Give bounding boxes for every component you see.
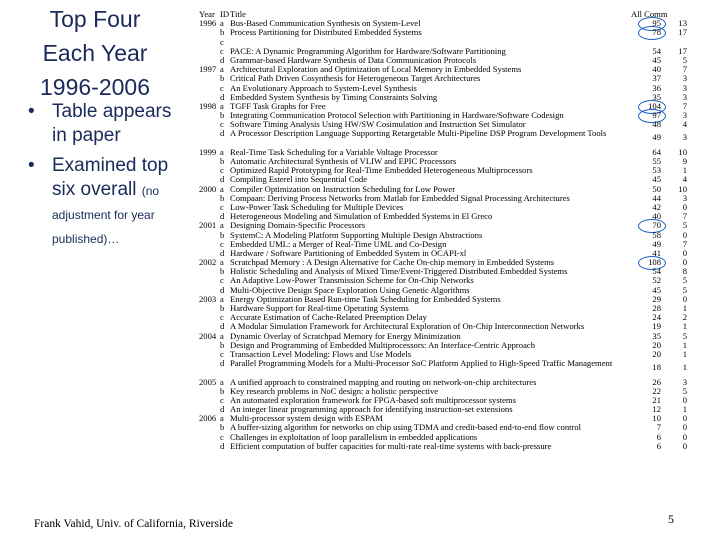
cell-id: c xyxy=(220,394,224,405)
table-row xyxy=(199,359,709,377)
cell-all: 37 xyxy=(652,73,661,84)
cell-comm: 0 xyxy=(682,394,687,405)
cell-id: d xyxy=(220,284,225,295)
cell-id: c xyxy=(220,36,224,47)
cell-all: 49 xyxy=(652,238,661,249)
cell-all: 35 xyxy=(652,91,661,102)
cell-comm: 2 xyxy=(682,312,687,323)
cell-id: c xyxy=(220,45,224,56)
cell-all: 97 xyxy=(631,111,661,120)
cell-year: 2001 xyxy=(199,220,217,231)
table-row xyxy=(199,267,709,276)
cell-id: c xyxy=(220,165,224,176)
cell-comm: 0 xyxy=(682,293,687,304)
cell-all: 7 xyxy=(656,422,661,433)
table-row xyxy=(199,194,709,203)
cell-title: Parallel Programming Models for a Multi-Processor SoC Platform Applied to High-Speed Traffic Management xyxy=(230,359,613,369)
cell-all: 29 xyxy=(652,293,661,304)
cell-year: 2000 xyxy=(199,183,217,194)
cell-comm: 3 xyxy=(682,132,687,143)
table-row xyxy=(199,313,709,322)
cell-title: Dynamic Overlay of Scratchpad Memory for Energy Minimization xyxy=(230,331,461,341)
cell-year: 2003 xyxy=(199,293,217,304)
table-row xyxy=(199,166,709,175)
cell-all: 104 xyxy=(631,102,661,111)
cell-comm: 1 xyxy=(682,165,687,176)
cell-title: Design and Programming of Embedded Multiprocessors: An Interface-Centric Approach xyxy=(230,340,535,350)
table-row xyxy=(199,185,709,194)
cell-comm: 0 xyxy=(682,413,687,424)
table-row xyxy=(199,203,709,212)
table-row xyxy=(199,286,709,295)
cell-id: c xyxy=(220,312,224,323)
papers-table xyxy=(199,10,709,451)
cell-all: 64 xyxy=(652,146,661,157)
table-row xyxy=(199,341,709,350)
cell-comm: 1 xyxy=(682,303,687,314)
cell-title: Key research problems in NoC design: a holistic perspective xyxy=(230,386,439,396)
bullet-text: Table appears in paper xyxy=(52,101,172,146)
cell-title: An integer linear programming approach for identifying instruction-set extensions xyxy=(230,405,513,415)
cell-all: 95 xyxy=(631,19,661,28)
cell-comm: 0 xyxy=(682,431,687,442)
cell-comm: 5 xyxy=(682,330,687,341)
cell-title: Heterogeneous Modeling and Simulation of Embedded Systems in El Greco xyxy=(230,212,493,222)
cell-id: d xyxy=(220,211,225,222)
cell-all: 10 xyxy=(652,413,661,424)
cell-title: An automated exploration framework for FPGA-based soft multiprocessor systems xyxy=(230,395,516,405)
cell-comm: 17 xyxy=(678,45,687,56)
cell-comm: 3 xyxy=(682,192,687,203)
cell-title: A Modular Simulation Framework for Architectural Exploration of On-Chip Interconnection Networks xyxy=(230,322,585,332)
table-row xyxy=(199,442,709,451)
cell-id: c xyxy=(220,238,224,249)
cell-comm: 5 xyxy=(682,275,687,286)
cell-all: 19 xyxy=(652,321,661,332)
cell-title: Process Partitioning for Distributed Embedded Systems xyxy=(230,28,422,38)
cell-comm: 5 xyxy=(682,385,687,396)
cell-title: Accurate Estimation of Cache-Related Preemption Delay xyxy=(230,313,427,323)
cell-id: a xyxy=(220,183,224,194)
cell-all: 54 xyxy=(652,266,661,277)
cell-comm: 1 xyxy=(682,404,687,415)
cell-all: 108 xyxy=(631,258,661,267)
cell-id: d xyxy=(220,440,225,451)
cell-id: b xyxy=(220,339,225,350)
title-line: Top Four xyxy=(49,6,141,32)
bullet-note: (no adjustment for year published)… xyxy=(52,184,160,246)
cell-all: 28 xyxy=(652,303,661,314)
bullet-text: Examined top six overall xyxy=(52,155,169,200)
cell-title: A Processor Description Language Supporting Retargetable Multi-Pipeline DSP Program Development Tools xyxy=(230,129,607,139)
table-row xyxy=(199,221,709,230)
table-header xyxy=(199,10,709,19)
cell-comm: 5 xyxy=(682,284,687,295)
cell-id: a xyxy=(220,18,224,29)
cell-all: 26 xyxy=(652,376,661,387)
cell-id: d xyxy=(220,174,225,185)
cell-comm: 13 xyxy=(678,18,687,29)
cell-id: b xyxy=(220,73,225,84)
cell-title: Multi-Objective Design Space Exploration Using Genetic Algorithms xyxy=(230,285,470,295)
table-row xyxy=(199,258,709,267)
cell-comm: 0 xyxy=(682,229,687,240)
cell-id: c xyxy=(220,119,224,130)
cell-all: 70 xyxy=(631,221,661,230)
table-row xyxy=(199,433,709,442)
table-row xyxy=(199,276,709,285)
cell-all: 48 xyxy=(652,119,661,130)
cell-title: Multi-processor system design with ESPAM xyxy=(230,414,383,424)
cell-title: Compiling Esterel into Sequential Code xyxy=(230,175,368,185)
cell-comm: 3 xyxy=(682,110,687,121)
cell-title: Challenges in exploitation of loop parallelism in embedded applications xyxy=(230,432,478,442)
table-row xyxy=(199,322,709,331)
cell-comm: 10 xyxy=(678,146,687,157)
cell-title: Energy Optimization Based Run-time Task Scheduling for Embedded Systems xyxy=(230,294,501,304)
cell-id: a xyxy=(220,64,224,75)
cell-year: 1997 xyxy=(199,64,217,75)
cell-id: b xyxy=(220,422,225,433)
cell-comm: 5 xyxy=(682,54,687,65)
cell-comm: 10 xyxy=(678,183,687,194)
cell-title: Hardware / Software Partitioning of Embedded System in OCAPI-xl xyxy=(230,248,467,258)
table-row xyxy=(199,423,709,432)
table-row xyxy=(199,231,709,240)
cell-title: Holistic Scheduling and Analysis of Mixed Time/Event-Triggered Distributed Embedded Systems xyxy=(230,267,568,277)
table-row xyxy=(199,414,709,423)
cell-id: a xyxy=(220,293,224,304)
cell-comm: 7 xyxy=(682,100,687,111)
table-row xyxy=(199,212,709,221)
cell-comm: 17 xyxy=(678,27,687,38)
cell-id: a xyxy=(220,100,224,111)
table-row xyxy=(199,396,709,405)
cell-comm: 4 xyxy=(682,119,687,130)
cell-id: d xyxy=(220,358,225,369)
table-row xyxy=(199,378,709,387)
table-row xyxy=(199,304,709,313)
bullet-dot-icon: • xyxy=(28,155,35,176)
cell-title: TGFF Task Graphs for Free xyxy=(230,101,326,111)
cell-all: 18 xyxy=(652,362,661,373)
table-row xyxy=(199,175,709,184)
cell-all: 20 xyxy=(652,339,661,350)
table-row xyxy=(199,47,709,56)
title-line: Each Year xyxy=(42,40,148,66)
cell-all: 21 xyxy=(652,394,661,405)
cell-year: 2004 xyxy=(199,330,217,341)
cell-id: b xyxy=(220,229,225,240)
title-line: 1996-2006 xyxy=(40,74,150,100)
cell-title: Compiler Optimization on Instruction Scheduling for Low Power xyxy=(230,184,456,194)
cell-year: 2005 xyxy=(199,376,217,387)
cell-id: b xyxy=(220,110,225,121)
bullet-list xyxy=(26,100,186,256)
table-row xyxy=(199,102,709,111)
cell-comm: 7 xyxy=(682,238,687,249)
cell-title: Critical Path Driven Cosynthesis for Heterogeneous Target Architectures xyxy=(230,74,481,84)
table-row xyxy=(199,295,709,304)
cell-id: a xyxy=(220,376,224,387)
table-row xyxy=(199,350,709,359)
footer-credit: Frank Vahid, Univ. of California, Riverside xyxy=(34,518,233,530)
page-number: 5 xyxy=(668,512,674,526)
cell-title: A buffer-sizing algorithm for networks on chip using TDMA and credit-based end-to-end flow control xyxy=(230,423,582,433)
cell-all: 49 xyxy=(652,132,661,143)
cell-id: d xyxy=(220,91,225,102)
table-row xyxy=(199,28,709,37)
cell-title: Compaan: Deriving Process Networks from Matlab for Embedded Signal Processing Architectures xyxy=(230,193,570,203)
cell-title: Real-Time Task Scheduling for a Variable Voltage Processor xyxy=(230,147,438,157)
table-row xyxy=(199,84,709,93)
cell-id: c xyxy=(220,348,224,359)
cell-comm: 1 xyxy=(682,348,687,359)
cell-id: a xyxy=(220,330,224,341)
cell-all: 42 xyxy=(652,201,661,212)
table-row xyxy=(199,249,709,258)
cell-all: 58 xyxy=(652,229,661,240)
cell-title: Embedded System Synthesis by Timing Constraints Solving xyxy=(230,92,438,102)
cell-all: 78 xyxy=(631,28,661,37)
cell-comm: 9 xyxy=(682,156,687,167)
cell-title: A unified approach to constrained mapping and routing on network-on-chip architectures xyxy=(230,377,537,387)
header-id: ID xyxy=(220,9,230,19)
cell-title: Hardware Support for Real-time Operating Systems xyxy=(230,304,409,314)
bullet-item xyxy=(26,154,186,250)
cell-all: 44 xyxy=(652,192,661,203)
cell-title: Efficient computation of buffer capacities for multi-rate real-time systems with back-pressure xyxy=(230,441,552,451)
cell-title: An Evolutionary Approach to System-Level Synthesis xyxy=(230,83,417,93)
cell-title: Automatic Architectural Synthesis of VLIW and EPIC Processors xyxy=(230,157,457,167)
cell-all: 35 xyxy=(652,330,661,341)
cell-all: 45 xyxy=(652,284,661,295)
table-row xyxy=(199,148,709,157)
table-row xyxy=(199,157,709,166)
header-year: Year xyxy=(199,9,215,19)
cell-id: b xyxy=(220,266,225,277)
cell-id: a xyxy=(220,413,224,424)
cell-comm: 1 xyxy=(682,339,687,350)
cell-all: 52 xyxy=(652,275,661,286)
cell-title: Low-Power Task Scheduling for Multiple Devices xyxy=(230,202,404,212)
cell-id: c xyxy=(220,275,224,286)
cell-year: 2002 xyxy=(199,257,217,268)
cell-id: d xyxy=(220,247,225,258)
table-row xyxy=(199,129,709,147)
table-body xyxy=(199,19,709,451)
cell-id: a xyxy=(220,146,224,157)
cell-comm: 3 xyxy=(682,73,687,84)
cell-title: Architectural Exploration and Optimization of Local Memory in Embedded Systems xyxy=(230,65,522,75)
cell-title: Designing Domain-Specific Processors xyxy=(230,221,366,231)
cell-comm: 8 xyxy=(682,266,687,277)
cell-year: 1999 xyxy=(199,146,217,157)
cell-id: b xyxy=(220,27,225,38)
cell-id: b xyxy=(220,303,225,314)
table-row xyxy=(199,405,709,414)
table-row xyxy=(199,56,709,65)
cell-all: 22 xyxy=(652,385,661,396)
cell-comm: 1 xyxy=(682,362,687,373)
cell-id: b xyxy=(220,156,225,167)
cell-title: PACE: A Dynamic Programming Algorithm for Hardware/Software Partitioning xyxy=(230,46,506,56)
cell-comm: 3 xyxy=(682,91,687,102)
cell-id: a xyxy=(220,220,224,231)
cell-all: 53 xyxy=(652,165,661,176)
cell-title: Transaction Level Modeling: Flows and Use Models xyxy=(230,349,412,359)
table-row xyxy=(199,65,709,74)
cell-all: 50 xyxy=(652,183,661,194)
cell-year: 1996 xyxy=(199,18,217,29)
cell-all: 55 xyxy=(652,156,661,167)
header-title: Title xyxy=(230,10,246,19)
cell-comm: 0 xyxy=(682,422,687,433)
cell-id: b xyxy=(220,385,225,396)
cell-all: 24 xyxy=(652,312,661,323)
table-row xyxy=(199,93,709,102)
cell-all: 45 xyxy=(652,174,661,185)
cell-comm: 0 xyxy=(682,440,687,451)
cell-id: d xyxy=(220,321,225,332)
cell-title: Grammar-based Hardware Synthesis of Data Communication Protocols xyxy=(230,55,477,65)
cell-comm: 0 xyxy=(682,201,687,212)
cell-comm: 7 xyxy=(682,64,687,75)
cell-comm: 3 xyxy=(682,82,687,93)
table-row xyxy=(199,120,709,129)
bullet-item xyxy=(26,100,186,148)
cell-title: Software Timing Analysis Using HW/SW Cosimulation and Instruction Set Simulator xyxy=(230,120,526,130)
cell-id: a xyxy=(220,257,224,268)
cell-all: 45 xyxy=(652,54,661,65)
table-row xyxy=(199,332,709,341)
cell-id: d xyxy=(220,404,225,415)
slide-title xyxy=(20,2,170,104)
cell-title: Scratchpad Memory : A Design Alternative for Cache On-chip memory in Embedded Systems xyxy=(230,258,555,268)
cell-title: Embedded UML: a Merger of Real-Time UML and Co-Design xyxy=(230,239,447,249)
cell-comm: 7 xyxy=(682,211,687,222)
cell-all: 6 xyxy=(656,440,661,451)
cell-comm: 3 xyxy=(682,376,687,387)
table-row xyxy=(199,111,709,120)
cell-id: b xyxy=(220,192,225,203)
table-row xyxy=(199,74,709,83)
cell-all: 40 xyxy=(652,64,661,75)
cell-year: 1998 xyxy=(199,100,217,111)
cell-id: d xyxy=(220,54,225,65)
cell-all: 20 xyxy=(652,348,661,359)
cell-comm: 0 xyxy=(682,257,687,268)
cell-id: c xyxy=(220,82,224,93)
cell-all: 41 xyxy=(652,247,661,258)
cell-id: c xyxy=(220,201,224,212)
cell-comm: 4 xyxy=(682,174,687,185)
cell-comm: 5 xyxy=(682,220,687,231)
header-all-comm: All Comm xyxy=(631,9,668,19)
cell-id: c xyxy=(220,431,224,442)
cell-comm: 0 xyxy=(682,247,687,258)
table-row xyxy=(199,240,709,249)
cell-title: SystemC: A Modeling Platform Supporting Multiple Design Abstractions xyxy=(230,230,483,240)
cell-id: d xyxy=(220,128,225,139)
cell-all: 40 xyxy=(652,211,661,222)
bullet-dot-icon: • xyxy=(28,101,35,122)
cell-all: 12 xyxy=(652,404,661,415)
table-row xyxy=(199,19,709,28)
cell-year: 2006 xyxy=(199,413,217,424)
cell-all: 6 xyxy=(656,431,661,442)
cell-title: Optimized Rapid Prototyping for Real-Time Embedded Heterogeneous Multiprocessors xyxy=(230,166,533,176)
cell-all: 36 xyxy=(652,82,661,93)
cell-title: Integrating Communication Protocol Selection with Partitioning in Hardware/Software Codesign xyxy=(230,111,564,121)
cell-all: 54 xyxy=(652,45,661,56)
table-row xyxy=(199,38,709,47)
cell-comm: 1 xyxy=(682,321,687,332)
cell-title: An Adaptive Low-Power Transmission Scheme for On-Chip Networks xyxy=(230,276,474,286)
cell-title: Bus-Based Communication Synthesis on System-Level xyxy=(230,19,421,29)
table-row xyxy=(199,387,709,396)
